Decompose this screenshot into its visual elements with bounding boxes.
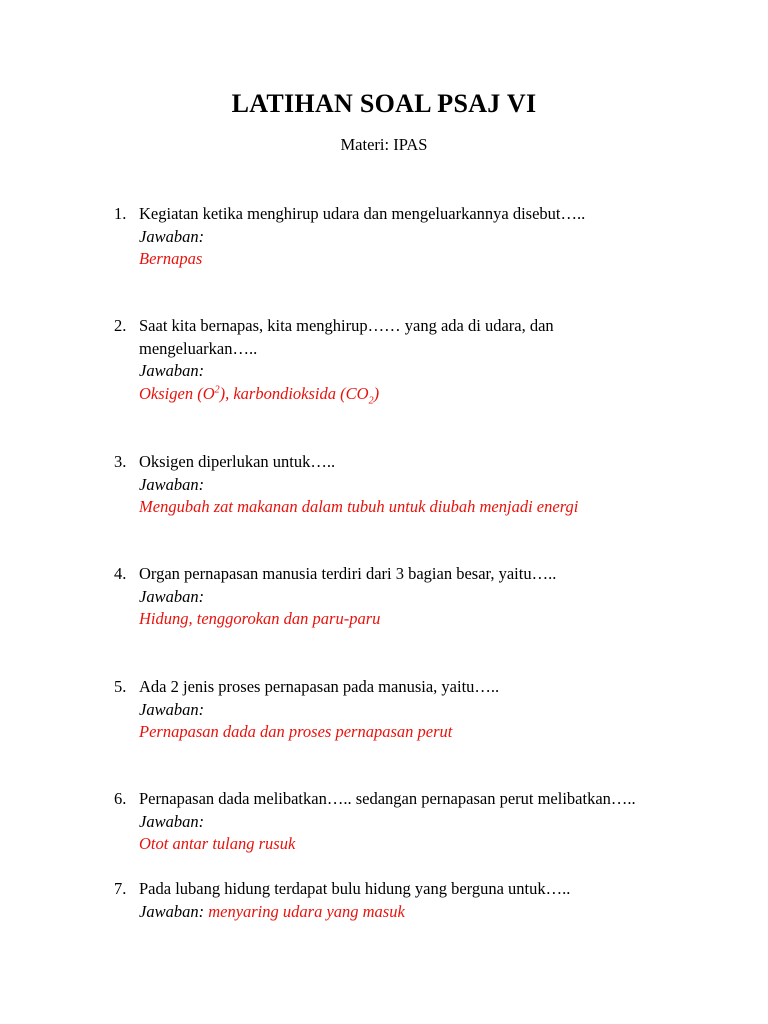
answer-subscript: 2 <box>368 394 374 406</box>
answer-label: Jawaban: <box>139 361 205 380</box>
question-text: Pernapasan dada melibatkan….. sedangan pernapasan perut melibatkan….. <box>139 789 636 808</box>
question-text: Oksigen diperlukan untuk….. <box>139 452 336 471</box>
answer-text: Otot antar tulang rusuk <box>139 834 296 853</box>
answer-label: Jawaban: <box>139 586 205 606</box>
answer-text <box>139 383 654 406</box>
question-number: 2. <box>114 316 127 335</box>
question-number: 4. <box>114 564 127 583</box>
question-number: 6. <box>114 789 127 808</box>
page-title: LATIHAN SOAL PSAJ VI <box>231 89 537 118</box>
question-2 <box>114 315 654 405</box>
question-4 <box>114 563 654 631</box>
question-number: 3. <box>114 452 127 471</box>
question-1 <box>114 203 654 271</box>
question-7 <box>114 878 654 923</box>
subtitle: Materi: IPAS <box>340 135 428 154</box>
answer-superscript: 2 <box>214 384 220 395</box>
answer-label: Jawaban: <box>139 699 205 719</box>
question-number: 7. <box>114 879 127 898</box>
question-text: Organ pernapasan manusia terdiri dari 3 bagian besar, yaitu….. <box>139 564 557 583</box>
question-text: Pada lubang hidung terdapat bulu hidung yang berguna untuk….. <box>139 879 571 898</box>
question-number: 1. <box>114 204 127 223</box>
answer-part-oxygen: Oksigen (O <box>139 383 215 403</box>
answer-part-close: ) <box>373 383 380 403</box>
question-text: Ada 2 jenis proses pernapasan pada manusia, yaitu….. <box>139 677 500 696</box>
answer-label: Jawaban: <box>139 901 205 921</box>
question-number: 5. <box>114 677 127 696</box>
answer-text: Mengubah zat makanan dalam tubuh untuk diubah menjadi energi <box>139 497 579 516</box>
question-3 <box>114 451 654 519</box>
question-5 <box>114 676 654 744</box>
answer-part-carbon-dioxide: ), karbondioksida (CO <box>219 383 369 403</box>
answer-label: Jawaban: <box>139 811 205 831</box>
question-6 <box>114 788 654 856</box>
answer-text: Bernapas <box>139 249 203 268</box>
answer-text: menyaring udara yang masuk <box>208 901 405 921</box>
question-text: Saat kita bernapas, kita menghirup…… yang ada di udara, dan mengeluarkan….. <box>139 316 554 358</box>
answer-text: Pernapasan dada dan proses pernapasan perut <box>139 722 453 741</box>
answer-label: Jawaban: <box>139 226 205 246</box>
answer-label: Jawaban: <box>139 474 205 494</box>
question-text: Kegiatan ketika menghirup udara dan mengeluarkannya disebut….. <box>139 204 586 223</box>
answer-text: Hidung, tenggorokan dan paru-paru <box>139 609 381 628</box>
